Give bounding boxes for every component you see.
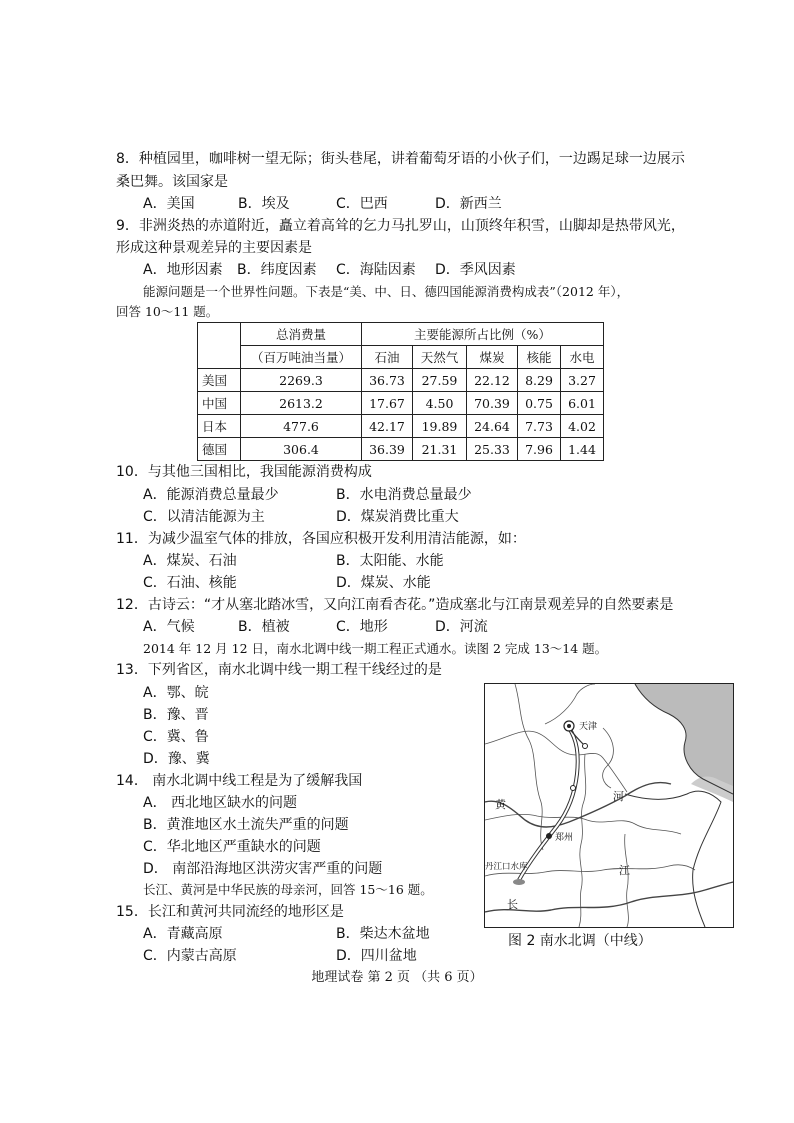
yellow-river	[485, 783, 671, 828]
q13-option-d[interactable]: D．豫、冀	[143, 751, 210, 767]
q15-option-a[interactable]: A．青藏高原	[143, 926, 223, 942]
q11-option-a[interactable]: A．煤炭、石油	[143, 553, 237, 569]
row-coal: 70.39	[467, 392, 518, 415]
q9-stem-line2: 形成这种景观差异的主要因素是	[116, 240, 312, 256]
header-total-unit: （百万吨油当量）	[241, 346, 362, 369]
q12-option-b[interactable]: B．植被	[238, 619, 290, 635]
q11-option-d[interactable]: D．煤炭、水能	[336, 575, 431, 591]
row-nuclear: 7.73	[518, 415, 561, 438]
beijing-marker-dot	[567, 724, 571, 728]
q14-option-b[interactable]: B．黄淮地区水土流失严重的问题	[143, 817, 349, 833]
row-hydro: 4.02	[561, 415, 604, 438]
row-gas: 21.31	[413, 438, 467, 461]
table-row	[198, 438, 604, 461]
row-coal: 24.64	[467, 415, 518, 438]
reservoir-marker	[513, 879, 525, 885]
row-hydro: 3.27	[561, 369, 604, 392]
row-total: 306.4	[241, 438, 362, 461]
q14-option-a[interactable]: A． 西北地区缺水的问题	[143, 795, 298, 811]
q10-option-b[interactable]: B．水电消费总量最少	[336, 487, 472, 503]
q10-option-d[interactable]: D．煤炭消费比重大	[336, 509, 459, 525]
province-border	[579, 754, 586, 927]
map-drawing	[485, 684, 733, 927]
row-country: 德国	[198, 438, 241, 461]
q8-option-a[interactable]: A．美国	[143, 196, 195, 212]
q11-option-b[interactable]: B．太阳能、水能	[336, 553, 444, 569]
province-border	[515, 684, 543, 850]
province-border	[485, 814, 681, 834]
page-footer: 地理试卷 第 2 页 （共 6 页）	[311, 970, 483, 985]
province-border	[545, 684, 595, 724]
intro-10-11-line2: 回答 10～11 题。	[116, 304, 219, 319]
q8-option-c[interactable]: C．巴西	[336, 196, 388, 212]
q10-option-c[interactable]: C．以清洁能源为主	[143, 509, 265, 525]
row-oil: 42.17	[362, 415, 413, 438]
row-country: 日本	[198, 415, 241, 438]
intro-13-14: 2014 年 12 月 12 日，南水北调中线一期工程正式通水。读图 2 完成 13～14 题。	[143, 641, 608, 656]
table-row	[198, 392, 604, 415]
city-marker	[571, 786, 576, 791]
intro-10-11-line1: 能源问题是一个世界性问题。下表是“美、中、日、德四国能源消费构成表”（2012 年），	[143, 284, 630, 299]
province-border	[603, 728, 614, 788]
south-north-water-map	[484, 683, 734, 928]
row-oil: 36.39	[362, 438, 413, 461]
row-hydro: 6.01	[561, 392, 604, 415]
row-gas: 27.59	[413, 369, 467, 392]
row-nuclear: 8.29	[518, 369, 561, 392]
q13-option-b[interactable]: B．豫、晋	[143, 707, 209, 723]
row-coal: 22.12	[467, 369, 518, 392]
table-row	[198, 415, 604, 438]
q12-option-c[interactable]: C．地形	[336, 619, 388, 635]
q13-stem: 13．下列省区，南水北调中线一期工程干线经过的是	[116, 662, 442, 678]
q14-option-c[interactable]: C．华北地区严重缺水的问题	[143, 839, 321, 855]
q10-option-a[interactable]: A．能源消费总量最少	[143, 487, 279, 503]
q12-stem: 12．古诗云：“才从塞北踏冰雪，又向江南看杏花。”造成塞北与江南景观差异的自然要素是	[116, 597, 674, 613]
q14-option-d[interactable]: D． 南部沿海地区洪涝灾害严重的问题	[143, 861, 383, 877]
q11-option-c[interactable]: C．石油、核能	[143, 575, 237, 591]
row-oil: 17.67	[362, 392, 413, 415]
chang-label: 长	[507, 898, 518, 911]
q8-option-d[interactable]: D．新西兰	[435, 196, 502, 212]
reservoir-label: 丹江口水库	[485, 862, 528, 872]
q15-option-d[interactable]: D．四川盆地	[336, 948, 417, 964]
row-gas: 4.50	[413, 392, 467, 415]
q13-option-a[interactable]: A．鄂、皖	[143, 685, 209, 701]
zhengzhou-label: 郑州	[555, 833, 574, 843]
sea-shading	[635, 684, 733, 794]
q9-option-a[interactable]: A．地形因素	[143, 262, 223, 278]
row-country: 中国	[198, 392, 241, 415]
header-coal: 煤炭	[467, 346, 518, 369]
header-oil: 石油	[362, 346, 413, 369]
jiang-label: 江	[619, 864, 630, 877]
header-hydro: 水电	[561, 346, 604, 369]
coastline-south	[625, 791, 721, 927]
q9-option-d[interactable]: D．季风因素	[435, 262, 516, 278]
huang-label: 黄	[495, 798, 506, 811]
table-corner-cell	[198, 323, 241, 369]
energy-consumption-table	[197, 322, 604, 461]
q15-option-b[interactable]: B．柴达木盆地	[336, 926, 430, 942]
header-gas: 天然气	[413, 346, 467, 369]
row-coal: 25.33	[467, 438, 518, 461]
q9-option-c[interactable]: C．海陆因素	[336, 262, 416, 278]
q8-stem-line2: 桑巴舞。该国家是	[116, 174, 228, 190]
row-total: 2613.2	[241, 392, 362, 415]
row-hydro: 1.44	[561, 438, 604, 461]
zhengzhou-marker	[546, 833, 552, 839]
header-total-consumption: 总消费量	[241, 323, 362, 346]
q12-option-a[interactable]: A．气候	[143, 619, 195, 635]
q9-stem-line1: 9．非洲炎热的赤道附近，矗立着高耸的乞力马扎罗山，山顶终年积雪，山脚却是热带风光，	[116, 218, 685, 234]
header-nuclear: 核能	[518, 346, 561, 369]
q14-stem: 14． 南水北调中线工程是为了缓解我国	[116, 773, 363, 789]
map-caption: 图 2 南水北调（中线）	[508, 933, 652, 949]
tianjin-marker	[583, 744, 588, 749]
row-total: 2269.3	[241, 369, 362, 392]
row-total: 477.6	[241, 415, 362, 438]
row-oil: 36.73	[362, 369, 413, 392]
q15-stem: 15．长江和黄河共同流经的地形区是	[116, 904, 344, 920]
q9-option-b[interactable]: B．纬度因素	[237, 262, 317, 278]
row-country: 美国	[198, 369, 241, 392]
tianjin-label: 天津	[579, 722, 598, 732]
q8-stem-line1: 8．种植园里，咖啡树一望无际；街头巷尾，讲着葡萄牙语的小伙子们，一边踢足球一边展示	[116, 151, 685, 167]
he-label: 河	[613, 790, 624, 803]
province-border	[625, 834, 629, 927]
q11-stem: 11．为减少温室气体的排放，各国应积极开发利用清洁能源，如：	[116, 531, 526, 547]
q15-option-c[interactable]: C．内蒙古高原	[143, 948, 237, 964]
water-route-inner	[519, 728, 578, 880]
intro-15-16: 长江、黄河是中华民族的母亲河，回答 15～16 题。	[143, 882, 433, 897]
q12-option-d[interactable]: D．河流	[435, 619, 488, 635]
row-nuclear: 7.96	[518, 438, 561, 461]
province-border	[485, 731, 627, 792]
q8-option-b[interactable]: B．埃及	[238, 196, 290, 212]
table-row	[198, 369, 604, 392]
row-nuclear: 0.75	[518, 392, 561, 415]
yangtze-river	[485, 882, 733, 912]
q10-stem: 10．与其他三国相比，我国能源消费构成	[116, 464, 372, 480]
header-energy-share: 主要能源所占比例（%）	[362, 323, 604, 346]
row-gas: 19.89	[413, 415, 467, 438]
q13-option-c[interactable]: C．冀、鲁	[143, 729, 209, 745]
